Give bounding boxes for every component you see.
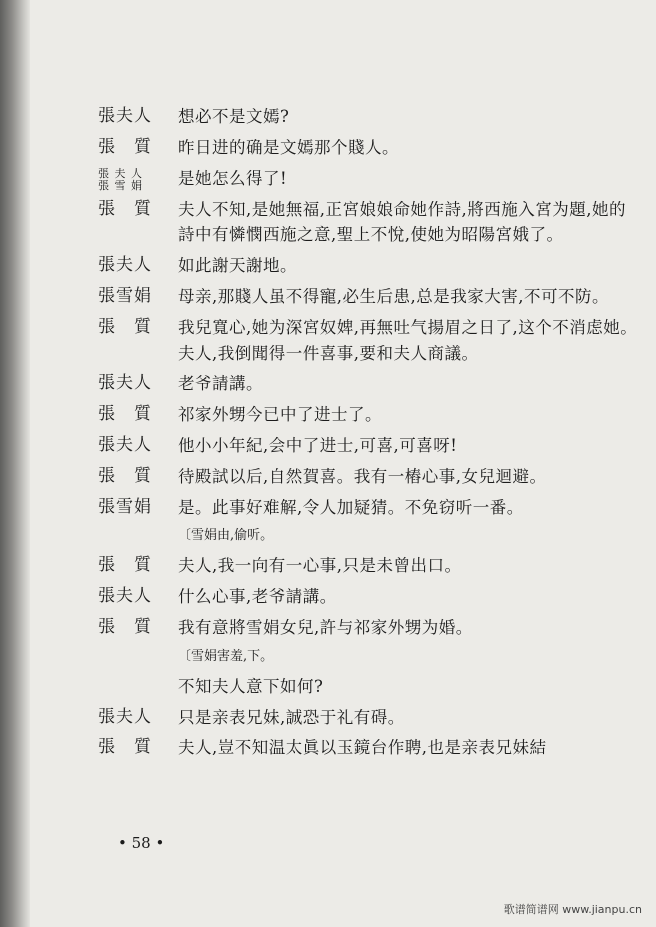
speaker-name: 張夫人 [98,586,152,607]
dialogue-line [98,705,638,731]
watermark: 歌谱简谱网 www.jianpu.cn [503,903,642,916]
speaker-name: 張 質 [98,616,152,637]
dialogue-line [98,615,638,641]
dialogue-text: 什么心事,老爷請講。 [178,587,337,607]
speaker-name: 張夫人 [98,706,152,727]
dialogue-text: 我兒寬心,她为深宮奴婢,再無吐气揚眉之日了,这个不消虑她。夫人,我倒聞得一件喜事,要和夫人商議。 [178,317,638,363]
dialogue-text: 如此謝天謝地。 [178,256,297,276]
speaker-name: 張 質 [98,737,152,758]
dialogue-text: 夫人,我一向有一心事,只是未曾出口。 [178,556,462,576]
dialogue-text: 老爷請講。 [178,374,263,394]
speaker-name: 張 質 [98,404,152,425]
speaker-name: 張夫人 [98,106,152,126]
speaker-name: 張 夫 人 張 雪 娟 [98,166,143,192]
book-spine-shadow [0,0,30,927]
dialogue-text: 是。此事好难解,令人加疑猜。不免窃听一番。 [178,497,524,517]
speaker-name: 張 質 [98,555,152,576]
dialogue-text: 只是亲表兄妹,誠恐于礼有碍。 [178,707,405,727]
dialogue-text: 夫人,豈不知温太眞以玉鏡台作聘,也是亲表兄妹結 [178,738,547,758]
speaker-name: 張 質 [98,316,152,337]
dialogue-line [98,433,638,459]
book-page [30,0,656,927]
dialogue-text: 我有意將雪娟女兒,許与祁家外甥为婚。 [178,617,473,637]
dialogue-line [98,166,638,192]
dialogue-line [98,553,638,579]
dialogue-text: 是她怎么得了! [178,168,288,188]
dialogue-text: 昨日进的确是文嫣那个賤人。 [178,137,399,157]
dialogue-line [98,584,638,610]
dialogue-text: 待殿試以后,自然賀喜。我有一樁心事,女兒迴避。 [178,466,547,486]
dialogue-line [98,104,638,130]
dialogue-line [98,464,638,490]
dialogue-line [98,371,638,397]
dialogue-line [98,135,638,161]
dialogue-line [98,495,638,521]
speaker-name: 張夫人 [98,434,152,455]
dialogue-text: 不知夫人意下如何? [178,676,324,696]
dialogue-line [98,735,638,761]
speaker-name: 張夫人 [98,373,152,394]
speaker-name: 張雪娟 [98,496,152,517]
dialogue-text: 想必不是文嫣? [178,107,290,126]
page-number: • 58 • [118,834,165,852]
script-dialogue [98,104,638,766]
dialogue-text: 祁家外甥今已中了进士了。 [178,405,382,425]
dialogue-line [98,284,638,310]
stage-direction: 〔雪娟害羞,下。 [178,648,274,664]
dialogue-line [98,315,638,367]
dialogue-line [98,197,638,249]
speaker-name: 張雪娟 [98,285,152,306]
dialogue-text: 他小小年紀,会中了进士,可喜,可喜呀! [178,435,458,455]
speaker-name: 張夫人 [98,255,152,276]
dialogue-text: 夫人不知,是她無福,正宮娘娘命她作詩,將西施入宮为題,她的詩中有憐憫西施之意,聖上不悅,使她为昭陽宮娥了。 [178,199,626,245]
dialogue-line [98,674,638,700]
dialogue-text: 母亲,那賤人虽不得寵,必生后患,总是我家大害,不可不防。 [178,286,609,306]
dialogue-line [98,402,638,428]
speaker-name: 張 質 [98,465,152,486]
stage-direction: 〔雪娟由,偷听。 [178,528,274,544]
dialogue-line [98,253,638,279]
speaker-name: 張 質 [98,198,152,219]
speaker-name: 張 質 [98,136,152,157]
